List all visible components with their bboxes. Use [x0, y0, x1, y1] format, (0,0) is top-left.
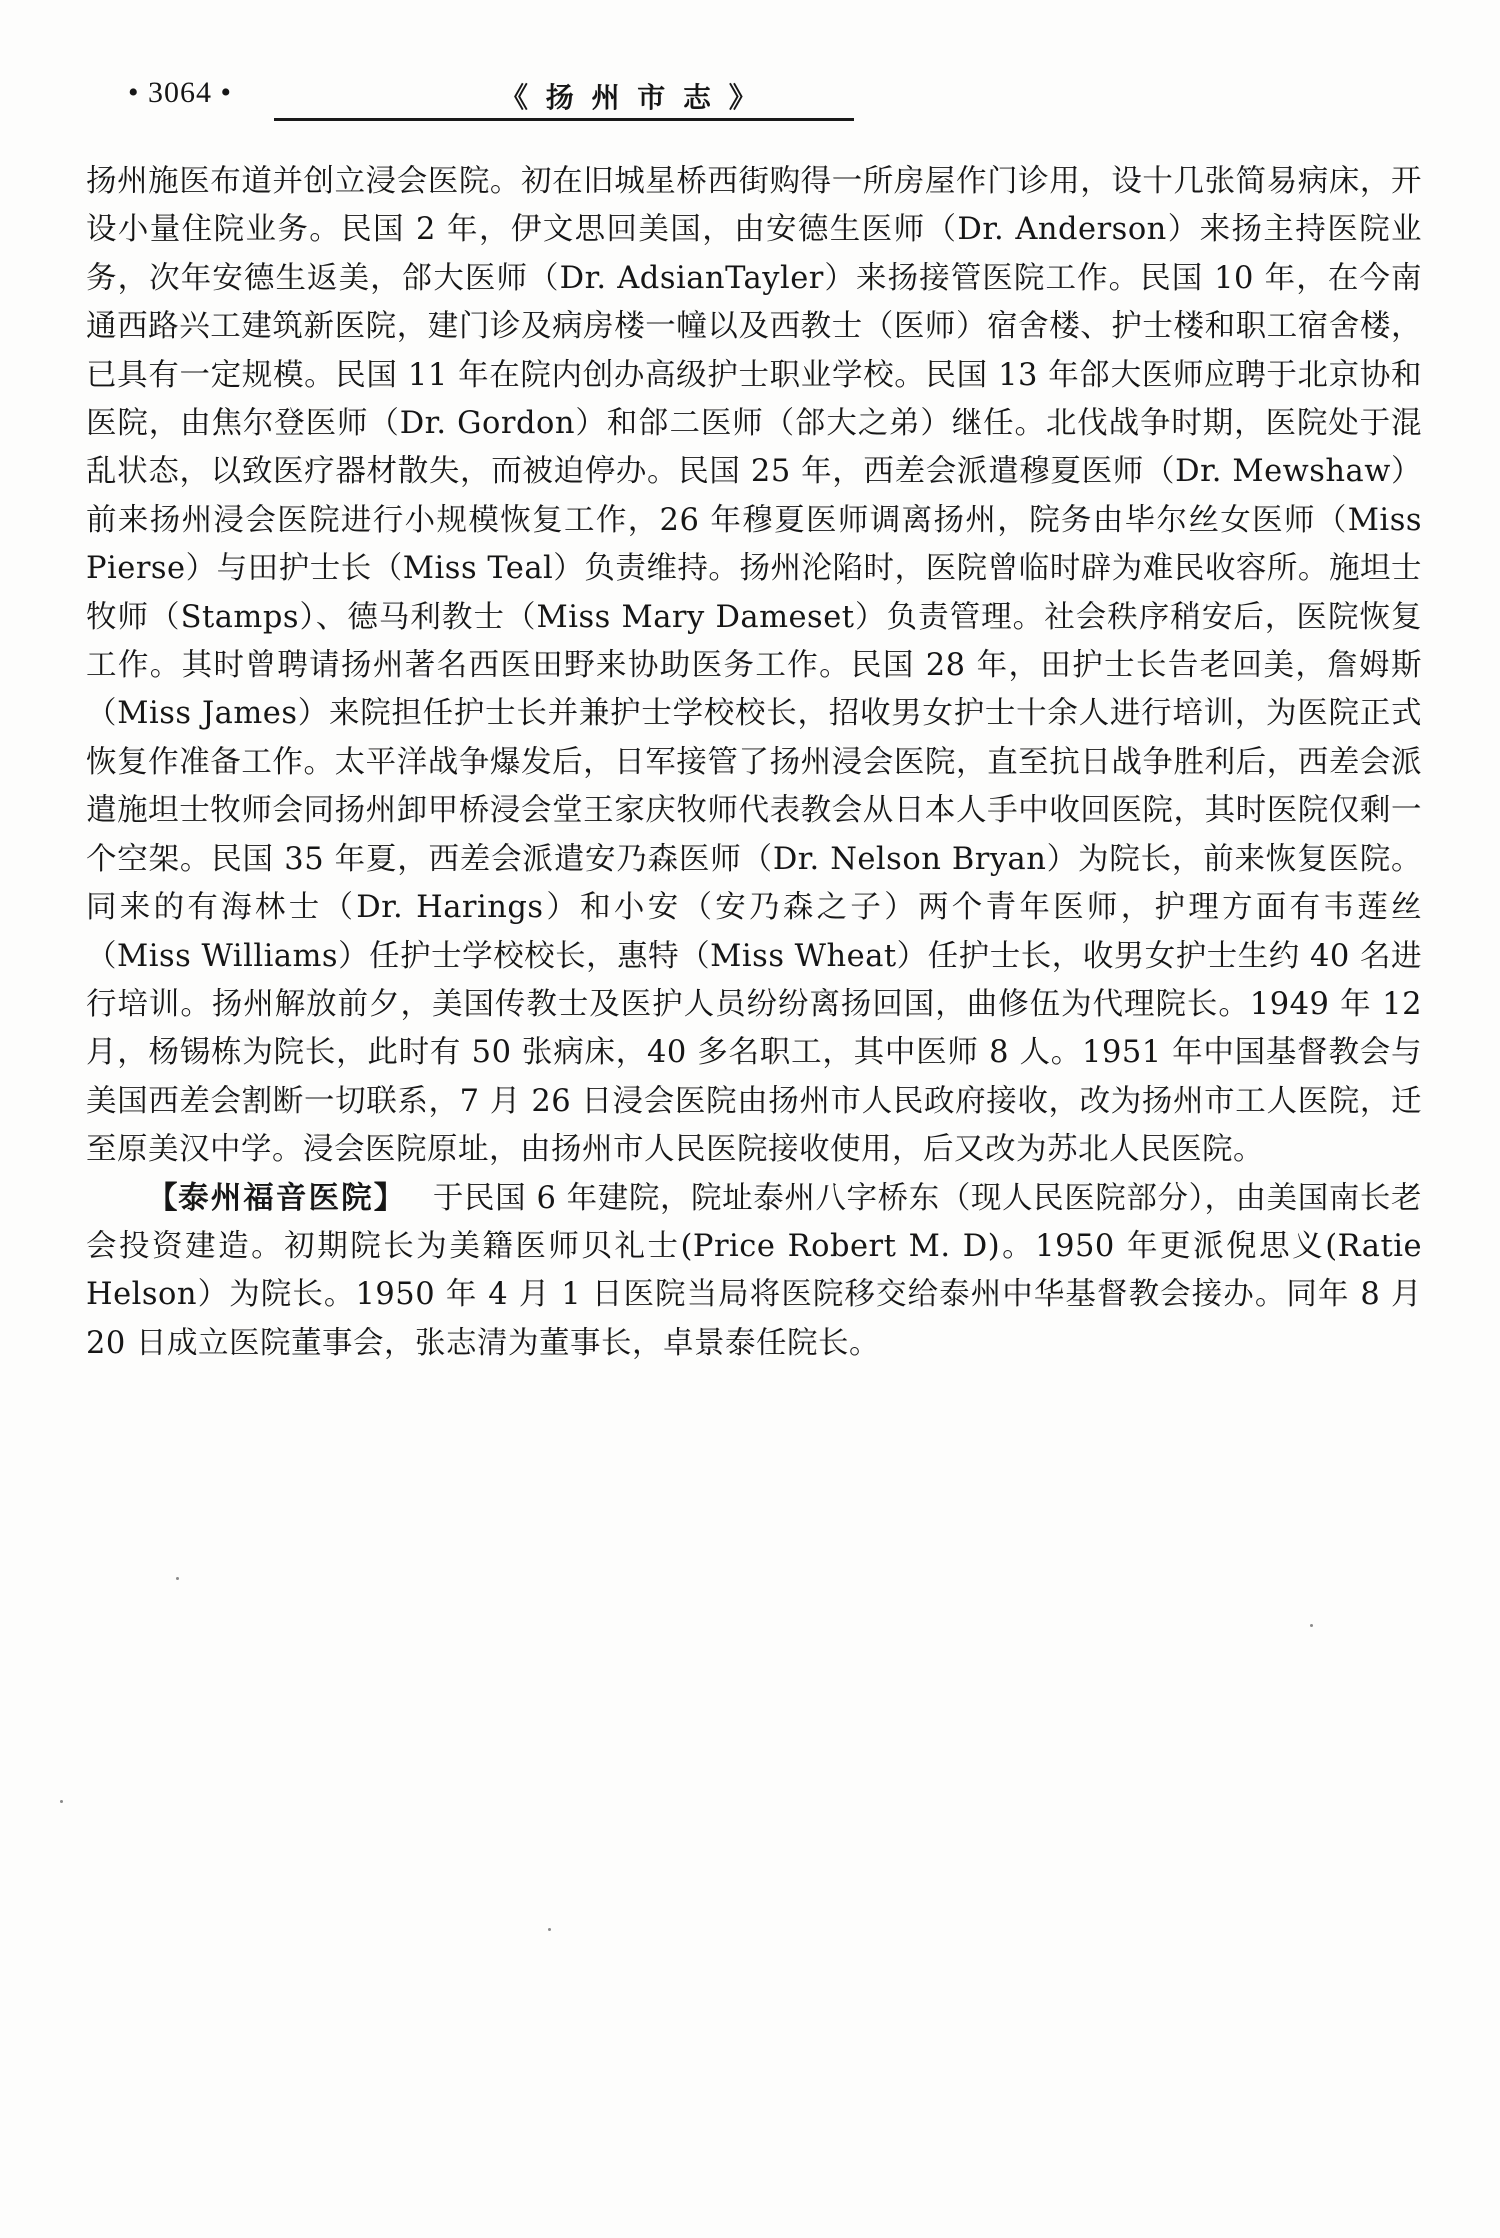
scan-speck	[176, 1577, 179, 1580]
paragraph-taizhou-gospel-hospital	[86, 1175, 1422, 1369]
scan-speck	[1310, 1624, 1313, 1627]
running-title: 《 扬 州 市 志 》	[500, 81, 761, 114]
scan-speck	[548, 1928, 551, 1931]
scan-speck	[60, 1800, 63, 1803]
paragraph-taizhou-text: 于民国 6 年建院，院址泰州八字桥东（现人民医院部分），由美国南长老会投资建造。初期院长为美籍医师贝礼士(Price Robert M. D)。1950 年更派倪思义(Ratie Helson）为院长。1950 年 4 月 1 日医院当局将医院移交给泰州中华基督教会接办。同年 8 月 20 日成立医院董事会，张志清为董事长，卓景泰任院长。	[86, 1180, 1423, 1361]
page-header	[120, 76, 1420, 126]
section-heading-close-bracket: 】	[373, 1180, 405, 1216]
section-heading-taizhou-gospel-hospital: 泰州福音医院	[178, 1180, 374, 1216]
body-text	[86, 158, 1422, 1368]
section-heading-open-bracket: 【	[147, 1180, 179, 1216]
paragraph-yangzhou-baptist-hospital: 扬州施医布道并创立浸会医院。初在旧城星桥西街购得一所房屋作门诊用，设十几张简易病床，开设小量住院业务。民国 2 年，伊文思回美国，由安德生医师（Dr. Anderson）来扬主持医院业务，次年安德生返美，郃大医师（Dr. AdsianTayler）来扬接管医院工作。民国 10 年，在今南通西路兴工建筑新医院，建门诊及病房楼一幢以及西教士（医师）宿舍楼、护士楼和职工宿舍楼，已具有一定规模。民国 11 年在院内创办高级护士职业学校。民国 13 年郃大医师应聘于北京协和医院，由焦尔登医师（Dr. Gordon）和郃二医师（郃大之弟）继任。北伐战争时期，医院处于混乱状态，以致医疗器材散失，而被迫停办。民国 25 年，西差会派遣穆夏医师（Dr. Mewshaw）前来扬州浸会医院进行小规模恢复工作，26 年穆夏医师调离扬州，院务由毕尔丝女医师（Miss Pierse）与田护士长（Miss Teal）负责维持。扬州沦陷时，医院曾临时辟为难民收容所。施坦士牧师（Stamps）、德马利教士（Miss Mary Dameset）负责管理。社会秩序稍安后，医院恢复工作。其时曾聘请扬州著名西医田野来协助医务工作。民国 28 年，田护士长告老回美，詹姆斯（Miss James）来院担任护士长并兼护士学校校长，招收男女护士十余人进行培训，为医院正式恢复作准备工作。太平洋战争爆发后，日军接管了扬州浸会医院，直至抗日战争胜利后，西差会派遣施坦士牧师会同扬州卸甲桥浸会堂王家庆牧师代表教会从日本人手中收回医院，其时医院仅剩一个空架。民国 35 年夏，西差会派遣安乃森医师（Dr. Nelson Bryan）为院长，前来恢复医院。同来的有海林士（Dr. Harings）和小安（安乃森之子）两个青年医师，护理方面有韦莲丝（Miss Williams）任护士学校校长，惠特（Miss Wheat）任护士长，收男女护士生约 40 名进行培训。扬州解放前夕，美国传教士及医护人员纷纷离扬回国，曲修伍为代理院长。1949 年 12 月，杨锡栋为院长，此时有 50 张病床，40 多名职工，其中医师 8 人。1951 年中国基督教会与美国西差会割断一切联系，7 月 26 日浸会医院由扬州市人民政府接收，改为扬州市工人医院，迁至原美汉中学。浸会医院原址，由扬州市人民医院接收使用，后又改为苏北人民医院。	[86, 164, 1422, 1168]
page-number: • 3064 •	[128, 76, 233, 109]
header-rule	[274, 118, 854, 121]
